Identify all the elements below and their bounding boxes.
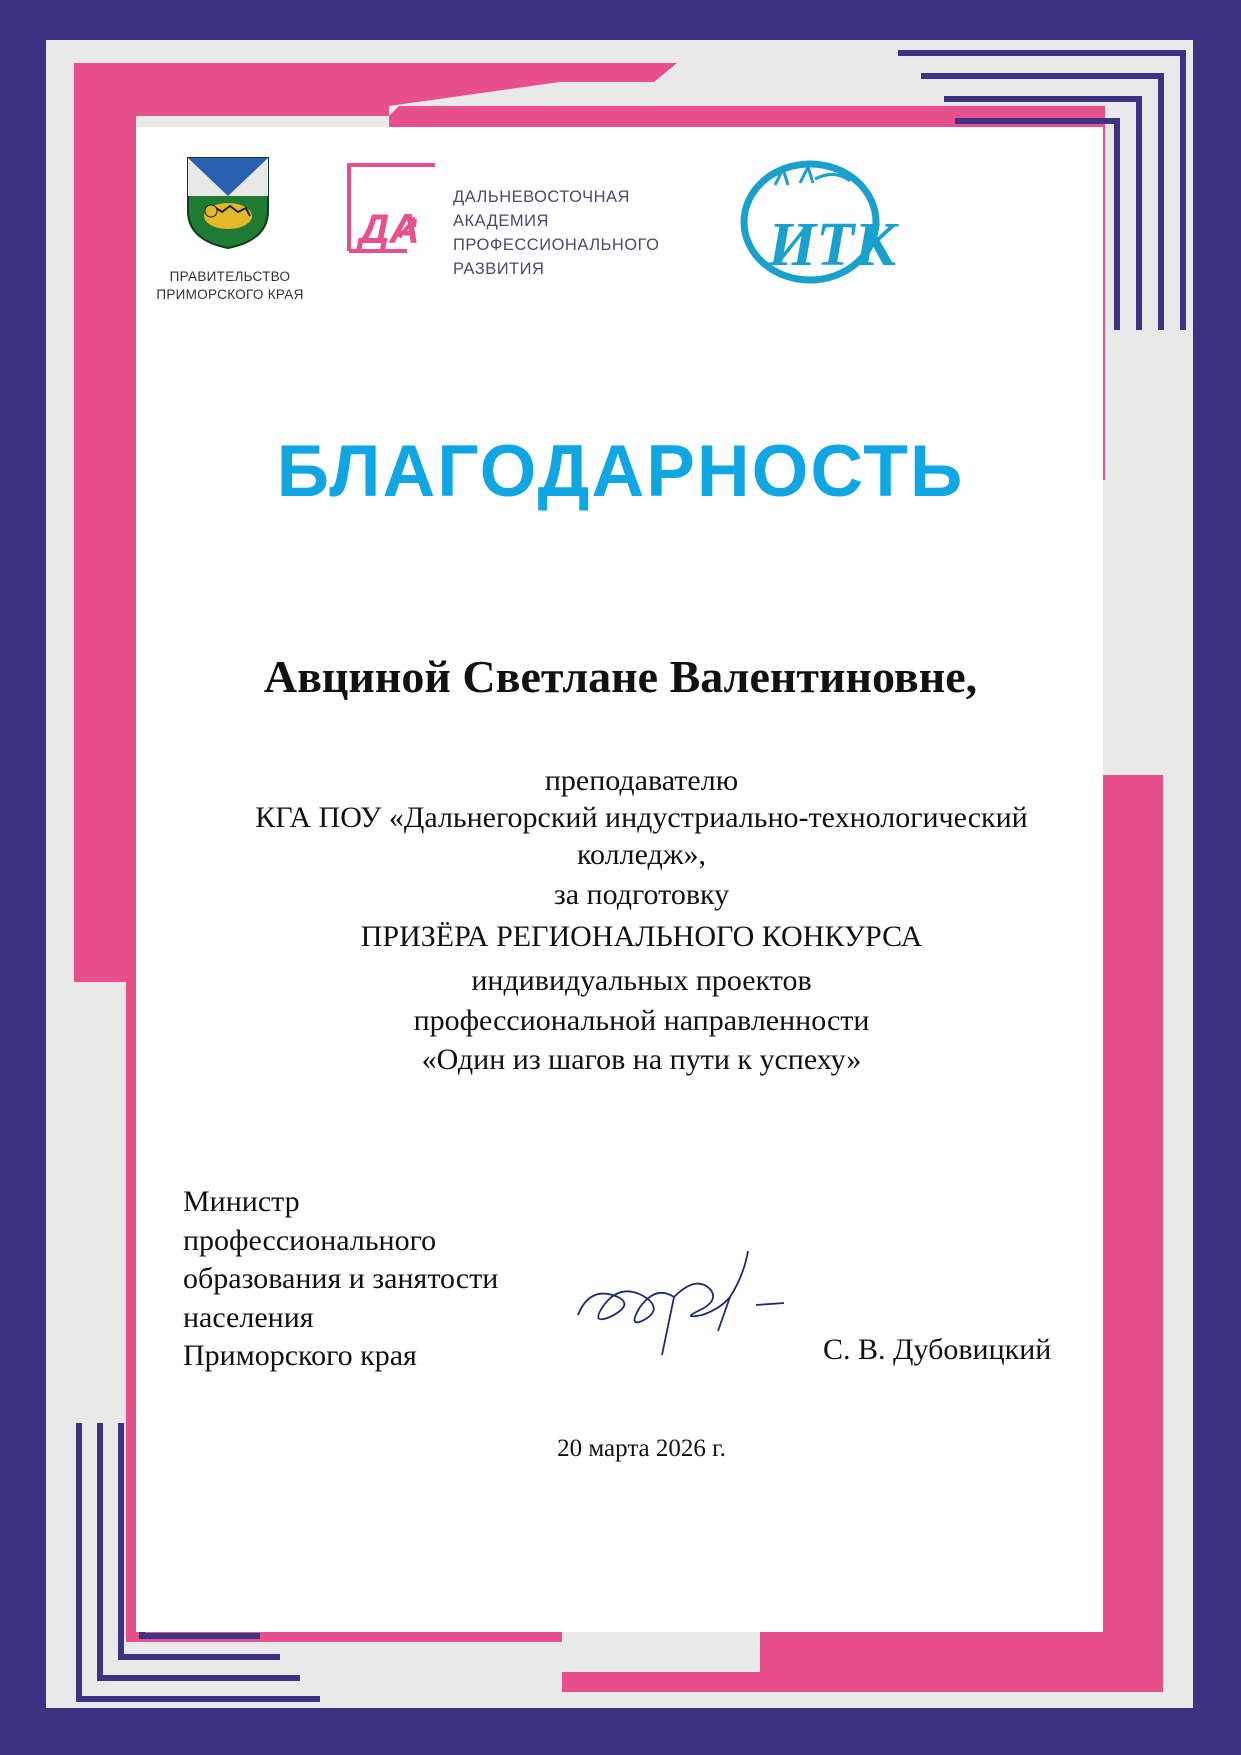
signer-name: С. В. Дубовицкий (823, 1333, 1052, 1366)
da-academy-logo-icon (345, 163, 437, 254)
body-line: колледж», (576, 838, 706, 871)
academy-name (453, 186, 659, 282)
academy-name-line: ПРОФЕССИОНАЛЬНОГО (453, 235, 660, 254)
academy-name-line: АКАДЕМИЯ (453, 211, 549, 230)
government-caption-line: ПРАВИТЕЛЬСТВО (169, 269, 291, 284)
academy-name-line: РАЗВИТИЯ (453, 259, 545, 278)
signatory-position-line: населения (183, 1300, 314, 1334)
handwritten-signature (570, 1245, 800, 1360)
body-line: ПРИЗЁРА РЕГИОНАЛЬНОГО КОНКУРСА (360, 920, 923, 953)
signatory-position-line: образования и занятости (183, 1262, 499, 1295)
signatory-position-line: профессионального (183, 1223, 437, 1257)
signatory-position-line: Министр (183, 1185, 300, 1218)
government-caption-line: ПРИМОРСКОГО КРАЯ (156, 287, 304, 303)
body-line: «Один из шагов на пути к успеху» (421, 1043, 862, 1076)
academy-mark-text: ДА (359, 205, 420, 252)
college-mark-text: ИТК (768, 211, 897, 279)
primorsky-krai-coat-of-arms-icon (186, 156, 270, 250)
body-line: за подготовку (553, 878, 730, 911)
body-line: КГА ПОУ «Дальнегорский индустриально-технологический (255, 801, 1028, 834)
academy-name-line: ДАЛЬНЕВОСТОЧНАЯ (453, 188, 630, 206)
body-line: индивидуальных проектов (471, 964, 812, 997)
body-line: преподавателю (544, 764, 739, 797)
issue-date: 20 марта 2026 г. (557, 1435, 726, 1462)
body-line: профессиональной направленности (413, 1004, 870, 1037)
government-caption (150, 268, 310, 304)
signatory-position-line: Приморского края (183, 1339, 417, 1372)
ditk-college-emblem-icon (720, 155, 900, 290)
recipient-name: Авциной Светлане Валентиновне, (263, 651, 978, 702)
signatory-position (183, 1183, 498, 1376)
certificate-title: БЛАГОДАРНОСТЬ (276, 431, 965, 512)
